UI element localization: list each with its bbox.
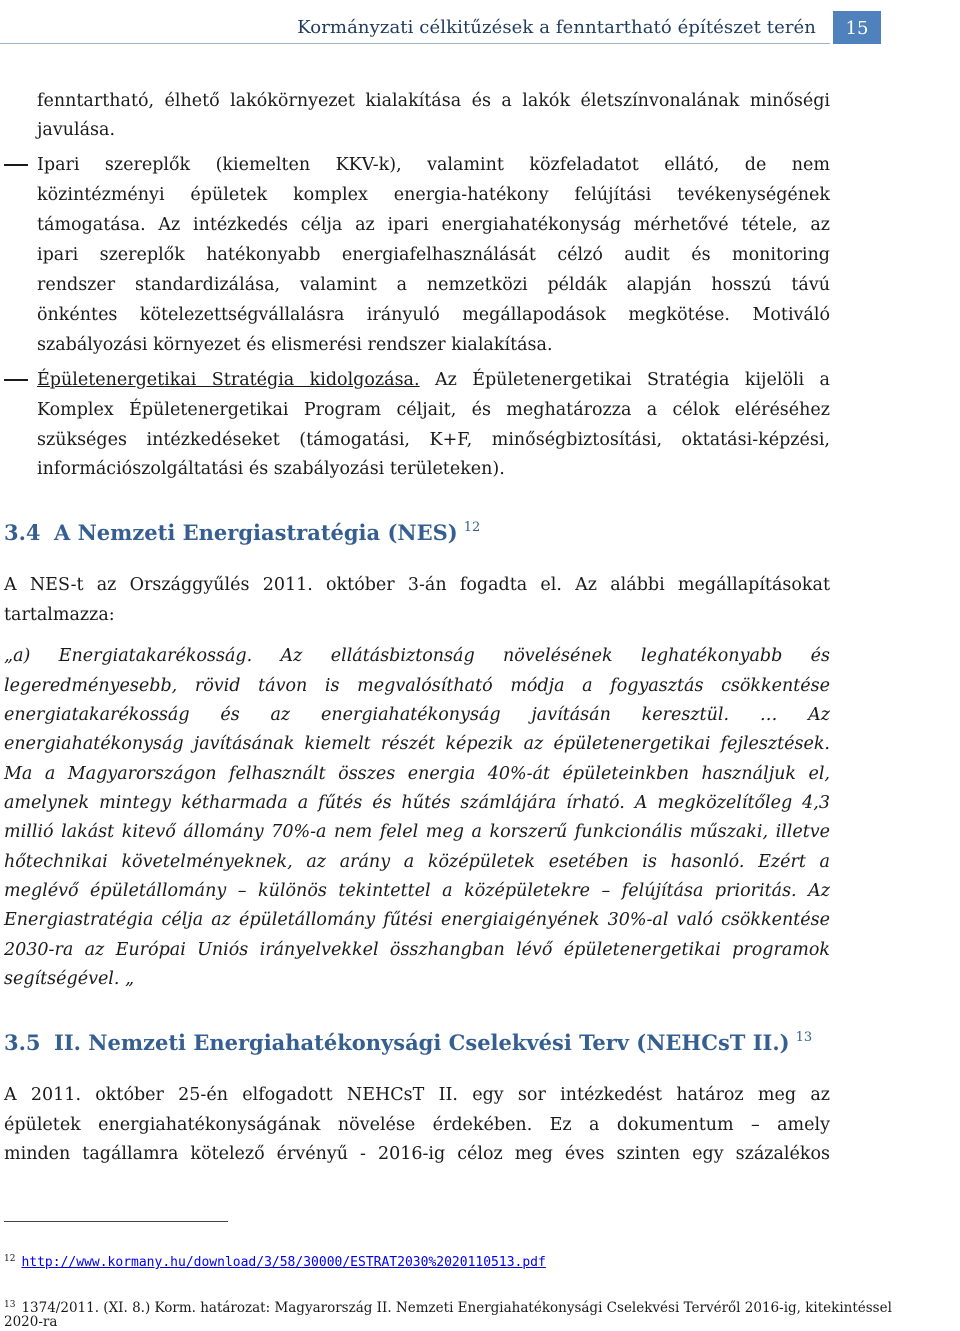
- bullet-dash: [4, 379, 28, 381]
- nes-line: tartalmazza:: [4, 605, 115, 625]
- quote-line: legeredményesebb, rövid távon is megvalósítható módja a fogyasztás csökkentése: [4, 676, 830, 696]
- quote-line: amelynek mintegy kétharmada a fűtés és hűtés számlájára írható. A megközelítőleg 4,3: [4, 793, 830, 813]
- page-header: [0, 0, 960, 44]
- section-title: A Nemzeti Energiastratégia (NES): [54, 520, 458, 545]
- bullet2-line: támogatása. Az intézkedés célja az ipari energiahatékonyság mérhetővé tétele, az: [37, 215, 830, 235]
- quote-line: meglévő épületállomány – különös tekintettel a középületekre – felújítása prioritás. Az: [4, 881, 830, 901]
- bullet2-line: közintézményi épületek komplex energia-hatékony felújítási tevékenységének: [37, 185, 830, 205]
- quote-line: Ma a Magyarországon felhasznált összes energia 40%-át épületeinkben használjuk el,: [4, 764, 830, 784]
- quote-line: hőtechnikai követelményeknek, az arány a középületek esetében is hasonló. Ezért a: [4, 852, 830, 872]
- section-number: 3.4: [4, 520, 41, 545]
- bullet3-title: Épületenergetikai Stratégia kidolgozása.: [37, 370, 420, 390]
- bullet3-first-line: [37, 369, 830, 391]
- nes-line: A NES-t az Országgyűlés 2011. október 3-án fogadta el. Az alábbi megállapításokat: [4, 575, 830, 595]
- footnote-ref: 13: [795, 1030, 813, 1045]
- footnote-text: 1374/2011. (XI. 8.) Korm. határozat: Magyarország II. Nemzeti Energiahatékonysági Cselekvési Tervéről 2016-ig, kitekintéssel: [21, 1300, 892, 1316]
- quote-line: segítségével. „: [4, 969, 135, 989]
- bullet2-line: önkéntes kötelezettségvállalásra irányuló megállapodások megkötése. Motiváló: [37, 305, 830, 325]
- bullet2-line: rendszer standardizálása, valamint a nemzetközi példák alapján hosszú távú: [37, 275, 830, 295]
- section-number: 3.5: [4, 1030, 41, 1055]
- quote-line: energiatakarékosság és az energiahatékonyság javításán keresztül. … Az: [4, 705, 830, 725]
- page-number: 15: [833, 11, 881, 44]
- footnote-13: [4, 1296, 892, 1317]
- section-heading-3-5: [4, 1030, 812, 1055]
- quote-line: Energiastratégia célja az épületállomány fűtési energiaigényének 30%-al való csökkentése: [4, 910, 830, 930]
- footnote-rule: [4, 1221, 228, 1222]
- quote-line: energiahatékonyság javításának kiemelt részét képezik az épületenergetikai fejlesztések.: [4, 734, 830, 754]
- bullet1-line: javulása.: [37, 120, 116, 140]
- bullet3-line: Komplex Épületenergetikai Program céljait, és meghatározza a célok eléréséhez: [37, 400, 830, 420]
- nehcst-line: épületek energiahatékonyságának növelése érdekében. Ez a dokumentum – amely: [4, 1115, 830, 1135]
- nehcst-line: A 2011. október 25-én elfogadott NEHCsT II. egy sor intézkedést határoz meg az: [4, 1085, 830, 1105]
- bullet2-line: ipari szereplők hatékonyabb energiafelhasználását célzó audit és monitoring: [37, 245, 830, 265]
- section-title: II. Nemzeti Energiahatékonysági Cselekvési Terv (NEHCsT II.): [54, 1030, 790, 1055]
- bullet2-line: szabályozási környezet és elismerési rendszer kialakítása.: [37, 335, 553, 355]
- bullet1-line: fenntartható, élhető lakókörnyezet kialakítása és a lakók életszínvonalának minőségi: [37, 91, 830, 111]
- bullet3-first-rest: Az Épületenergetikai Stratégia kijelöli a: [419, 370, 830, 390]
- bullet3-line: szükséges intézkedéseket (támogatási, K+F, minőségbiztosítási, oktatási-képzési,: [37, 430, 830, 450]
- quote-line: 2030-ra az Európai Uniós irányelvekkel összhangban lévő épületenergetikai programok: [4, 940, 830, 960]
- nehcst-line: minden tagállamra kötelező érvényű - 2016-ig céloz meg éves szinten egy százalékos: [4, 1144, 830, 1164]
- section-heading-3-4: [4, 520, 480, 545]
- quote-line: „a) Energiatakarékosság. Az ellátásbiztonság növelésének leghatékonyabb és: [4, 646, 830, 666]
- footnote-link[interactable]: http://www.kormany.hu/download/3/58/30000/ESTRAT2030%2020110513.pdf: [21, 1255, 546, 1270]
- header-title: Kormányzati célkitűzések a fenntartható építészet terén: [297, 17, 816, 38]
- quote-line: millió lakást kitevő állomány 70%-a nem felel meg a korszerű funkcionális műszaki, illetve: [4, 822, 830, 842]
- bullet3-line: információszolgáltatási és szabályozási területeken).: [37, 459, 505, 479]
- footnote-ref: 12: [463, 520, 481, 535]
- bullet-dash: [4, 164, 28, 166]
- bullet2-line: Ipari szereplők (kiemelten KKV-k), valamint közfeladatot ellátó, de nem: [37, 155, 830, 175]
- footnote-ref: 12: [4, 1254, 16, 1264]
- footnote-13-cont: 2020-ra: [4, 1314, 58, 1330]
- header-rule: [0, 43, 830, 44]
- footnote-12: [4, 1250, 546, 1272]
- footnote-ref: 13: [4, 1300, 16, 1310]
